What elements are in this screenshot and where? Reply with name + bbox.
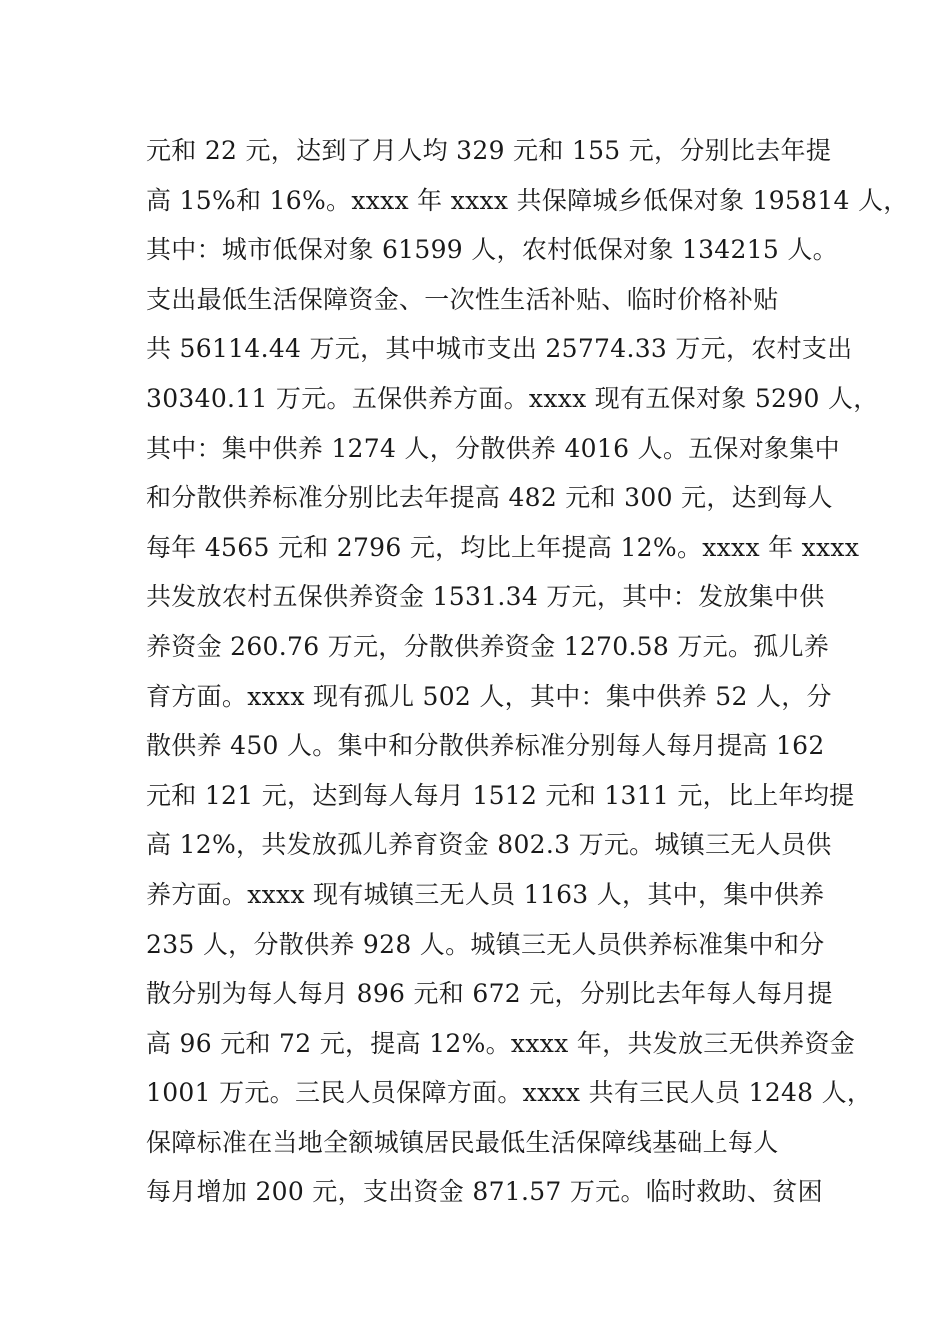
text-line: 1001 万元。三民人员保障方面。xxxx 共有三民人员 1248 人， [146, 1078, 873, 1108]
text-line: 育方面。xxxx 现有孤儿 502 人，其中：集中供养 52 人，分 [146, 681, 832, 711]
text-line: 共发放农村五保供养资金 1531.34 万元，其中：发放集中供 [146, 582, 825, 612]
text-line: 散分别为每人每月 896 元和 672 元，分别比去年每人每月提 [146, 979, 833, 1009]
text-line: 每年 4565 元和 2796 元，均比上年提高 12%。xxxx 年 xxxx [146, 532, 860, 562]
text-line: 30340.11 万元。五保供养方面。xxxx 现有五保对象 5290 人， [146, 383, 879, 413]
text-line: 元和 121 元，达到每人每月 1512 元和 1311 元，比上年均提 [146, 780, 855, 810]
text-line: 养方面。xxxx 现有城镇三无人员 1163 人，其中，集中供养 [146, 879, 825, 909]
text-line: 支出最低生活保障资金、一次性生活补贴、临时价格补贴 [146, 284, 779, 314]
text-line: 保障标准在当地全额城镇居民最低生活保障线基础上每人 [146, 1127, 779, 1157]
text-line: 每月增加 200 元，支出资金 871.57 万元。临时救助、贫困 [146, 1177, 823, 1207]
text-line: 高 15%和 16%。xxxx 年 xxxx 共保障城乡低保对象 195814 人， [146, 185, 909, 215]
text-line: 其中：集中供养 1274 人，分散供养 4016 人。五保对象集中 [146, 433, 840, 463]
text-line: 共 56114.44 万元，其中城市支出 25774.33 万元，农村支出 [146, 334, 853, 364]
text-line: 养资金 260.76 万元，分散供养资金 1270.58 万元。孤儿养 [146, 631, 830, 661]
body-text [146, 126, 909, 1217]
text-line: 元和 22 元，达到了月人均 329 元和 155 元，分别比去年提 [146, 136, 832, 165]
text-line: 散供养 450 人。集中和分散供养标准分别每人每月提高 162 [146, 731, 825, 761]
text-line: 高 12%，共发放孤儿养育资金 802.3 万元。城镇三无人员供 [146, 830, 832, 860]
text-line: 高 96 元和 72 元，提高 12%。xxxx 年，共发放三无供养资金 [146, 1028, 856, 1058]
text-line: 235 人，分散供养 928 人。城镇三无人员供养标准集中和分 [146, 929, 825, 959]
text-line: 和分散供养标准分别比去年提高 482 元和 300 元，达到每人 [146, 483, 833, 513]
text-line: 其中：城市低保对象 61599 人，农村低保对象 134215 人。 [146, 235, 838, 265]
